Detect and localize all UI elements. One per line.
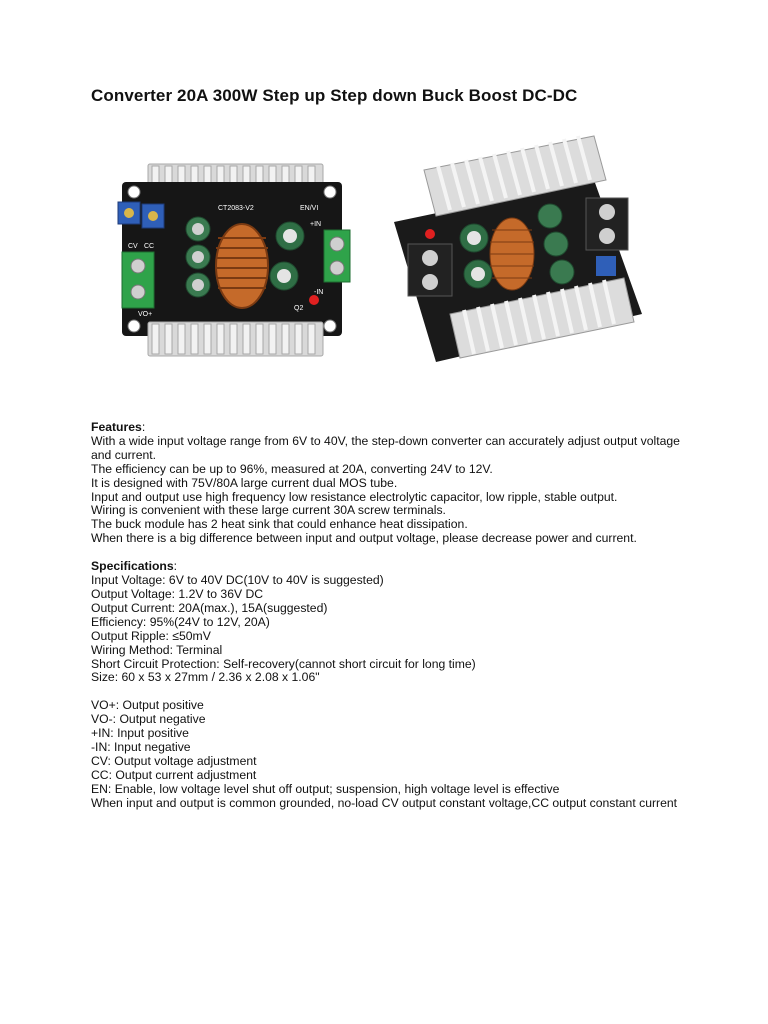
inductor-coil-angled <box>490 218 534 290</box>
specifications-heading: Specifications: <box>91 559 178 574</box>
description-text <box>91 421 691 811</box>
pin-line: VO-: Output negative <box>91 712 206 727</box>
spec-line: Wiring Method: Terminal <box>91 642 223 657</box>
spec-line: Output Ripple: ≤50mV <box>91 628 211 643</box>
feature-line: When there is a big difference between input and output voltage, please decrease power and current. <box>91 531 637 546</box>
page-title: Converter 20A 300W Step up Step down Buck Boost DC-DC <box>91 86 578 105</box>
converter-top-view-photo <box>94 126 366 394</box>
silk-label-cc: CC <box>144 243 155 250</box>
output-terminals <box>122 252 154 308</box>
input-terminals <box>324 230 350 282</box>
feature-line: With a wide input voltage range from 6V to 40V, the step-down converter can accurately adjust output voltage and current. <box>91 433 680 462</box>
silk-label-model: CT2083-V2 <box>218 205 254 212</box>
silk-label-en: EN/VI <box>300 205 319 212</box>
pin-line: When input and output is common grounded, no-load CV output constant voltage,CC output constant current <box>91 795 678 810</box>
power-led <box>309 295 319 305</box>
pin-line: CV: Output voltage adjustment <box>91 753 257 768</box>
spec-line: Short Circuit Protection: Self-recovery(cannot short circuit for long time) <box>91 656 476 671</box>
bottom-heatsink <box>148 322 323 356</box>
pin-line: CC: Output current adjustment <box>91 767 257 782</box>
spec-line: Output Current: 20A(max.), 15A(suggested) <box>91 600 328 615</box>
features-heading: Features: <box>91 420 146 434</box>
silk-label-vo-plus: VO+ <box>138 311 153 318</box>
pin-line: VO+: Output positive <box>91 698 204 713</box>
feature-line: It is designed with 75V/80A large current dual MOS tube. <box>91 475 398 490</box>
converter-angled-view-photo <box>380 126 660 376</box>
spec-line: Output Voltage: 1.2V to 36V DC <box>91 586 264 601</box>
feature-line: Input and output use high frequency low resistance electrolytic capacitor, low ripple, stable output. <box>91 489 618 504</box>
silk-label-cv: CV <box>128 243 138 250</box>
feature-line: The buck module has 2 heat sink that could enhance heat dissipation. <box>91 517 468 532</box>
feature-line: The efficiency can be up to 96%, measured at 20A, converting 24V to 12V. <box>91 461 493 476</box>
pin-line: +IN: Input positive <box>91 726 189 741</box>
inductor-coil <box>216 224 268 308</box>
silk-label-in-minus: -IN <box>314 289 324 296</box>
spec-line: Efficiency: 95%(24V to 12V, 20A) <box>91 614 270 629</box>
pin-line: EN: Enable, low voltage level shut off output; suspension, high voltage level is effective <box>91 781 560 796</box>
feature-line: Wiring is convenient with these large current 30A screw terminals. <box>91 503 446 518</box>
pin-line: -IN: Input negative <box>91 740 191 755</box>
silk-label-q2: Q2 <box>294 305 304 312</box>
spec-line: Size: 60 x 53 x 27mm / 2.36 x 2.08 x 1.06" <box>91 670 320 685</box>
silk-label-in-plus: +IN <box>310 221 322 228</box>
spec-line: Input Voltage: 6V to 40V DC(10V to 40V is suggested) <box>91 573 384 588</box>
